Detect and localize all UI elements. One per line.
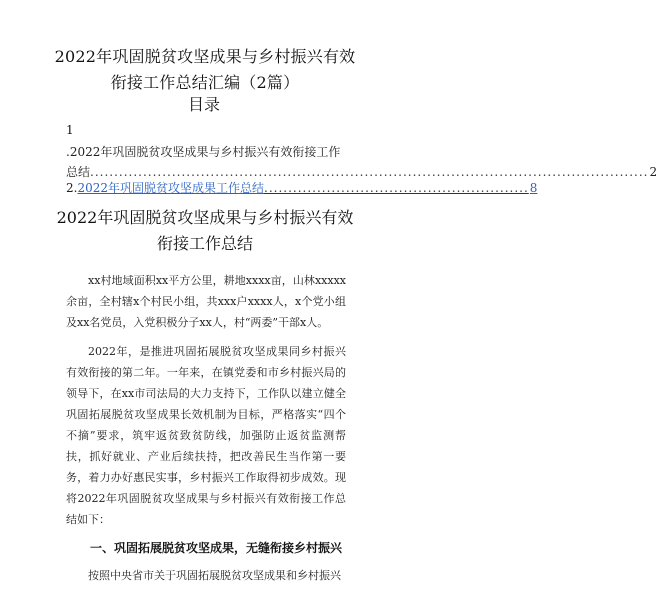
document-body — [66, 270, 346, 594]
document-title: 2022年巩固脱贫攻坚成果与乡村振兴有效衔接工作总结汇编（2篇） — [50, 44, 360, 96]
toc-item-2[interactable] — [66, 178, 346, 198]
toc-item-1-page: 2 — [649, 162, 657, 182]
body-paragraph: 按照中央省市关于巩固拓展脱贫攻坚成果和乡村振兴 — [66, 565, 346, 586]
sub-heading: 一、巩固拓展脱贫攻坚成果，无缝衔接乡村振兴 — [66, 538, 346, 559]
toc-item-2-line — [66, 178, 346, 198]
toc-leader-dots: ....................................................... — [264, 178, 529, 198]
toc-item-1[interactable] — [66, 142, 346, 182]
toc-number: 1 — [66, 122, 74, 138]
toc-item-2-link[interactable]: 2022年巩固脱贫攻坚成果工作总结 — [77, 178, 264, 198]
toc-leader-dots: .................................................................................................................... — [90, 162, 648, 182]
body-paragraph: xx村地域面积xx平方公里，耕地xxxx亩，山林xxxxx余亩，全村辖x个村民小组，共xxx户xxxx人，x个党小组及xx名党员，入党积极分子xx人，村“两委”干部x人。 — [66, 270, 346, 333]
toc-heading: 目录 — [0, 94, 408, 116]
toc-item-1-text-cont: 总结 — [66, 162, 90, 182]
toc-item-2-prefix: 2. — [66, 178, 77, 198]
body-paragraph: 2022年，是推进巩固拓展脱贫攻坚成果同乡村振兴有效衔接的第二年。一年来，在镇党委和市乡村振兴局的领导下，在xx市司法局的大力支持下，工作队以建立健全巩固拓展脱贫攻坚成果长效机制为目标，严格落实“四个不摘”要求，筑牢返贫致贫防线，加强防止返贫监测帮扶，抓好就业、产业后续扶持，把改善民生当作第一要务，着力办好惠民实事，乡村振兴工作取得初步成效。现将2022年巩固脱贫攻坚成果与乡村振兴有效衔接工作总结如下： — [66, 341, 346, 530]
toc-item-1-text: .2022年巩固脱贫攻坚成果与乡村振兴有效衔接工作 — [66, 142, 346, 162]
section-title: 2022年巩固脱贫攻坚成果与乡村振兴有效衔接工作总结 — [50, 205, 360, 257]
toc-item-2-page[interactable]: 8 — [529, 178, 538, 198]
